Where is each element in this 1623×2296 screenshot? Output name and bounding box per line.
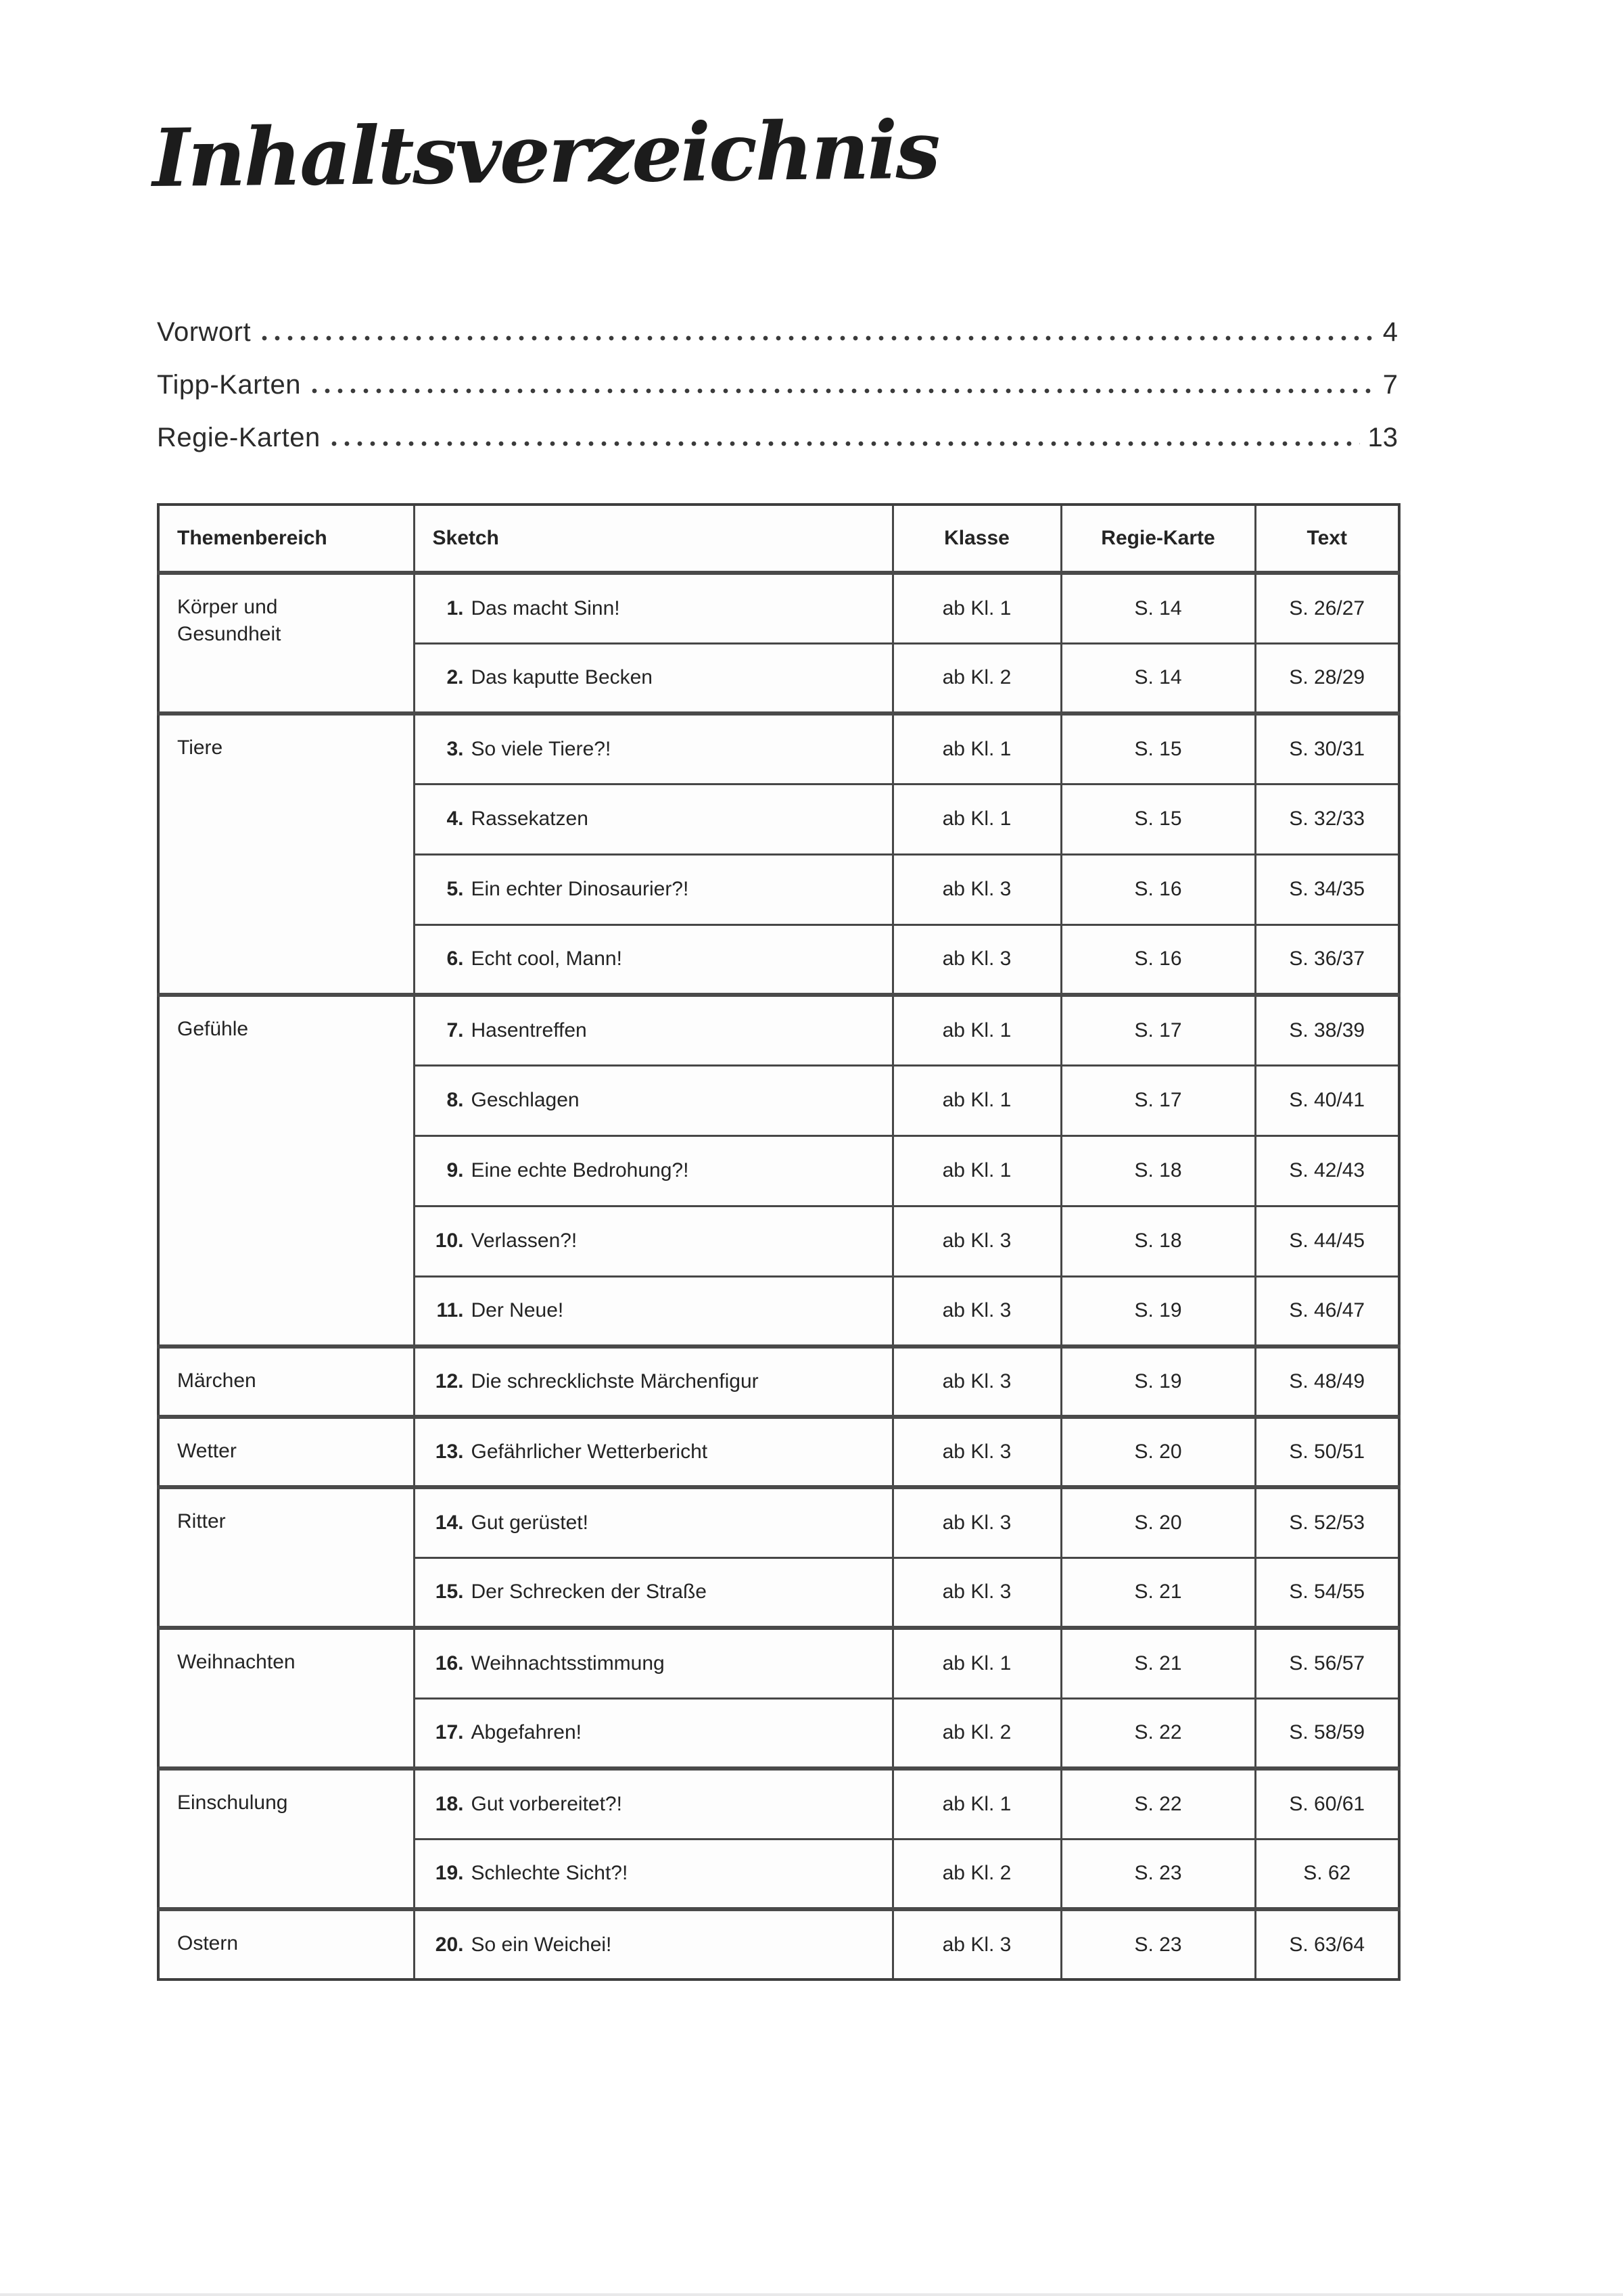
sketch-number: 20.	[435, 1933, 464, 1956]
text-page-cell: S. 62	[1255, 1839, 1399, 1909]
text-page-cell: S. 38/39	[1255, 995, 1399, 1065]
sketch-cell	[414, 1135, 893, 1206]
text-page-cell: S. 36/37	[1255, 924, 1399, 995]
klasse-cell: ab Kl. 2	[893, 643, 1061, 713]
regie-karte-cell: S. 21	[1061, 1628, 1255, 1698]
content-area	[151, 102, 1398, 1981]
sketch-title: Gefährlicher Wetterbericht	[471, 1440, 708, 1463]
sketch-number: 15.	[435, 1580, 464, 1603]
themenbereich-cell: Ritter	[158, 1487, 414, 1628]
regie-karte-cell: S. 16	[1061, 854, 1255, 924]
sketch-cell	[414, 924, 893, 995]
regie-karte-cell: S. 19	[1061, 1346, 1255, 1417]
klasse-cell: ab Kl. 1	[893, 1065, 1061, 1135]
klasse-cell: ab Kl. 3	[893, 1346, 1061, 1417]
table-row	[158, 995, 1399, 1065]
sketch-cell	[414, 1487, 893, 1557]
sketch-title: So ein Weichei!	[471, 1933, 612, 1956]
sketch-title: Verlassen?!	[471, 1229, 578, 1252]
sketch-cell	[414, 1065, 893, 1135]
sketch-title: So viele Tiere?!	[471, 737, 611, 760]
klasse-cell: ab Kl. 2	[893, 1839, 1061, 1909]
table-row	[158, 573, 1399, 643]
klasse-cell: ab Kl. 1	[893, 1768, 1061, 1839]
klasse-cell: ab Kl. 3	[893, 1417, 1061, 1487]
text-page-cell: S. 58/59	[1255, 1698, 1399, 1768]
klasse-cell: ab Kl. 3	[893, 1206, 1061, 1276]
toc-page-number: 13	[1367, 423, 1398, 453]
regie-karte-cell: S. 14	[1061, 573, 1255, 643]
regie-karte-cell: S. 21	[1061, 1557, 1255, 1628]
klasse-cell: ab Kl. 1	[893, 573, 1061, 643]
sketch-title: Gut gerüstet!	[471, 1511, 588, 1534]
text-page-cell: S. 48/49	[1255, 1346, 1399, 1417]
sketch-number: 14.	[435, 1511, 464, 1534]
toc-entry-label: Tipp-Karten	[157, 370, 301, 400]
sketch-cell	[414, 1768, 893, 1839]
klasse-cell: ab Kl. 1	[893, 784, 1061, 854]
sketch-title: Weihnachtsstimmung	[471, 1651, 665, 1674]
klasse-cell: ab Kl. 1	[893, 995, 1061, 1065]
table-body	[158, 573, 1399, 1979]
sketch-number: 19.	[435, 1862, 464, 1885]
sketch-cell	[414, 854, 893, 924]
sketch-title: Das macht Sinn!	[471, 596, 620, 619]
sketch-number: 9.	[446, 1159, 464, 1182]
text-page-cell: S. 26/27	[1255, 573, 1399, 643]
sketch-number: 18.	[435, 1792, 464, 1815]
sketch-cell	[414, 1276, 893, 1346]
text-page-cell: S. 56/57	[1255, 1628, 1399, 1698]
klasse-cell: ab Kl. 1	[893, 1135, 1061, 1206]
sketch-number: 6.	[446, 947, 464, 970]
text-page-cell: S. 60/61	[1255, 1768, 1399, 1839]
text-page-cell: S. 28/29	[1255, 643, 1399, 713]
sketch-number: 17.	[435, 1721, 464, 1744]
text-page-cell: S. 42/43	[1255, 1135, 1399, 1206]
text-page-cell: S. 50/51	[1255, 1417, 1399, 1487]
sketch-cell	[414, 1698, 893, 1768]
toc-entry-label: Vorwort	[157, 317, 252, 348]
sketch-title: Gut vorbereitet?!	[471, 1792, 622, 1815]
toc-leader-list	[157, 317, 1398, 453]
sketch-number: 8.	[446, 1089, 464, 1112]
sketch-number: 16.	[435, 1651, 464, 1674]
toc-page-number: 7	[1382, 370, 1398, 400]
page-title: Inhaltsverzeichnis	[151, 102, 939, 205]
regie-karte-cell: S. 18	[1061, 1206, 1255, 1276]
text-page-cell: S. 30/31	[1255, 713, 1399, 784]
sketch-cell	[414, 784, 893, 854]
sketch-title: Rassekatzen	[471, 807, 588, 830]
sketch-cell	[414, 573, 893, 643]
regie-karte-cell: S. 22	[1061, 1768, 1255, 1839]
themenbereich-cell: Märchen	[158, 1346, 414, 1417]
toc-entry	[157, 317, 1398, 348]
sketch-number: 7.	[446, 1018, 464, 1041]
toc-page-number: 4	[1382, 317, 1398, 348]
sketch-title: Das kaputte Becken	[471, 666, 653, 689]
text-page-cell: S. 34/35	[1255, 854, 1399, 924]
sketch-title: Abgefahren!	[471, 1721, 582, 1744]
table-row	[158, 1909, 1399, 1979]
sketch-cell	[414, 1206, 893, 1276]
klasse-cell: ab Kl. 2	[893, 1698, 1061, 1768]
table-row	[158, 713, 1399, 784]
themenbereich-cell: Weihnachten	[158, 1628, 414, 1768]
table-row	[158, 1768, 1399, 1839]
regie-karte-cell: S. 17	[1061, 995, 1255, 1065]
sketch-title: Der Schrecken der Straße	[471, 1580, 707, 1603]
klasse-cell: ab Kl. 3	[893, 1276, 1061, 1346]
sketch-cell	[414, 1628, 893, 1698]
text-page-cell: S. 32/33	[1255, 784, 1399, 854]
sketch-number: 2.	[446, 666, 464, 689]
text-page-cell: S. 40/41	[1255, 1065, 1399, 1135]
klasse-cell: ab Kl. 3	[893, 854, 1061, 924]
regie-karte-cell: S. 23	[1061, 1839, 1255, 1909]
contents-table	[157, 503, 1401, 1981]
sketch-title: Ein echter Dinosaurier?!	[471, 878, 689, 901]
text-page-cell: S. 46/47	[1255, 1276, 1399, 1346]
dotted-leader	[262, 335, 1375, 341]
regie-karte-cell: S. 20	[1061, 1417, 1255, 1487]
klasse-cell: ab Kl. 3	[893, 924, 1061, 995]
sketch-number: 13.	[435, 1440, 464, 1463]
column-header: Regie-Karte	[1061, 505, 1255, 573]
themenbereich-cell: Körper und Gesundheit	[158, 573, 414, 713]
regie-karte-cell: S. 15	[1061, 784, 1255, 854]
sketch-title: Der Neue!	[471, 1299, 564, 1322]
regie-karte-cell: S. 18	[1061, 1135, 1255, 1206]
sketch-cell	[414, 1417, 893, 1487]
themenbereich-cell: Ostern	[158, 1909, 414, 1979]
sketch-cell	[414, 1557, 893, 1628]
column-header: Text	[1255, 505, 1399, 573]
regie-karte-cell: S. 23	[1061, 1909, 1255, 1979]
klasse-cell: ab Kl. 3	[893, 1909, 1061, 1979]
text-page-cell: S. 44/45	[1255, 1206, 1399, 1276]
sketch-cell	[414, 713, 893, 784]
sketch-number: 12.	[435, 1370, 464, 1393]
dotted-leader	[331, 441, 1360, 446]
column-header: Klasse	[893, 505, 1061, 573]
text-page-cell: S. 63/64	[1255, 1909, 1399, 1979]
column-header: Themenbereich	[158, 505, 414, 573]
sketch-number: 4.	[446, 807, 464, 830]
table-row	[158, 1628, 1399, 1698]
sketch-title: Echt cool, Mann!	[471, 947, 622, 970]
toc-entry	[157, 422, 1398, 453]
toc-entry	[157, 369, 1398, 400]
sketch-cell	[414, 1839, 893, 1909]
themenbereich-cell: Gefühle	[158, 995, 414, 1346]
klasse-cell: ab Kl. 1	[893, 713, 1061, 784]
sketch-number: 3.	[446, 737, 464, 760]
sketch-title: Schlechte Sicht?!	[471, 1862, 628, 1885]
regie-karte-cell: S. 14	[1061, 643, 1255, 713]
sketch-number: 5.	[446, 878, 464, 901]
klasse-cell: ab Kl. 3	[893, 1557, 1061, 1628]
table-row	[158, 1346, 1399, 1417]
column-header: Sketch	[414, 505, 893, 573]
table-row	[158, 1417, 1399, 1487]
regie-karte-cell: S. 17	[1061, 1065, 1255, 1135]
sketch-cell	[414, 1346, 893, 1417]
regie-karte-cell: S. 20	[1061, 1487, 1255, 1557]
regie-karte-cell: S. 22	[1061, 1698, 1255, 1768]
sketch-title: Geschlagen	[471, 1089, 580, 1112]
sketch-title: Die schrecklichste Märchenfigur	[471, 1370, 759, 1393]
sketch-title: Eine echte Bedrohung?!	[471, 1159, 689, 1182]
toc-entry-label: Regie-Karten	[157, 423, 321, 453]
sketch-cell	[414, 1909, 893, 1979]
sketch-cell	[414, 643, 893, 713]
regie-karte-cell: S. 19	[1061, 1276, 1255, 1346]
table-header-row	[158, 505, 1399, 573]
sketch-cell	[414, 995, 893, 1065]
dotted-leader	[312, 388, 1375, 394]
sketch-number: 10.	[435, 1229, 464, 1252]
klasse-cell: ab Kl. 1	[893, 1628, 1061, 1698]
text-page-cell: S. 52/53	[1255, 1487, 1399, 1557]
text-page-cell: S. 54/55	[1255, 1557, 1399, 1628]
themenbereich-cell: Wetter	[158, 1417, 414, 1487]
regie-karte-cell: S. 15	[1061, 713, 1255, 784]
sketch-number: 1.	[446, 596, 464, 619]
themenbereich-cell: Tiere	[158, 713, 414, 995]
table-row	[158, 1487, 1399, 1557]
sketch-number: 11.	[436, 1299, 464, 1322]
themenbereich-cell: Einschulung	[158, 1768, 414, 1909]
sketch-title: Hasentreffen	[471, 1018, 587, 1041]
scan-bottom-edge	[0, 2293, 1623, 2296]
regie-karte-cell: S. 16	[1061, 924, 1255, 995]
klasse-cell: ab Kl. 3	[893, 1487, 1061, 1557]
